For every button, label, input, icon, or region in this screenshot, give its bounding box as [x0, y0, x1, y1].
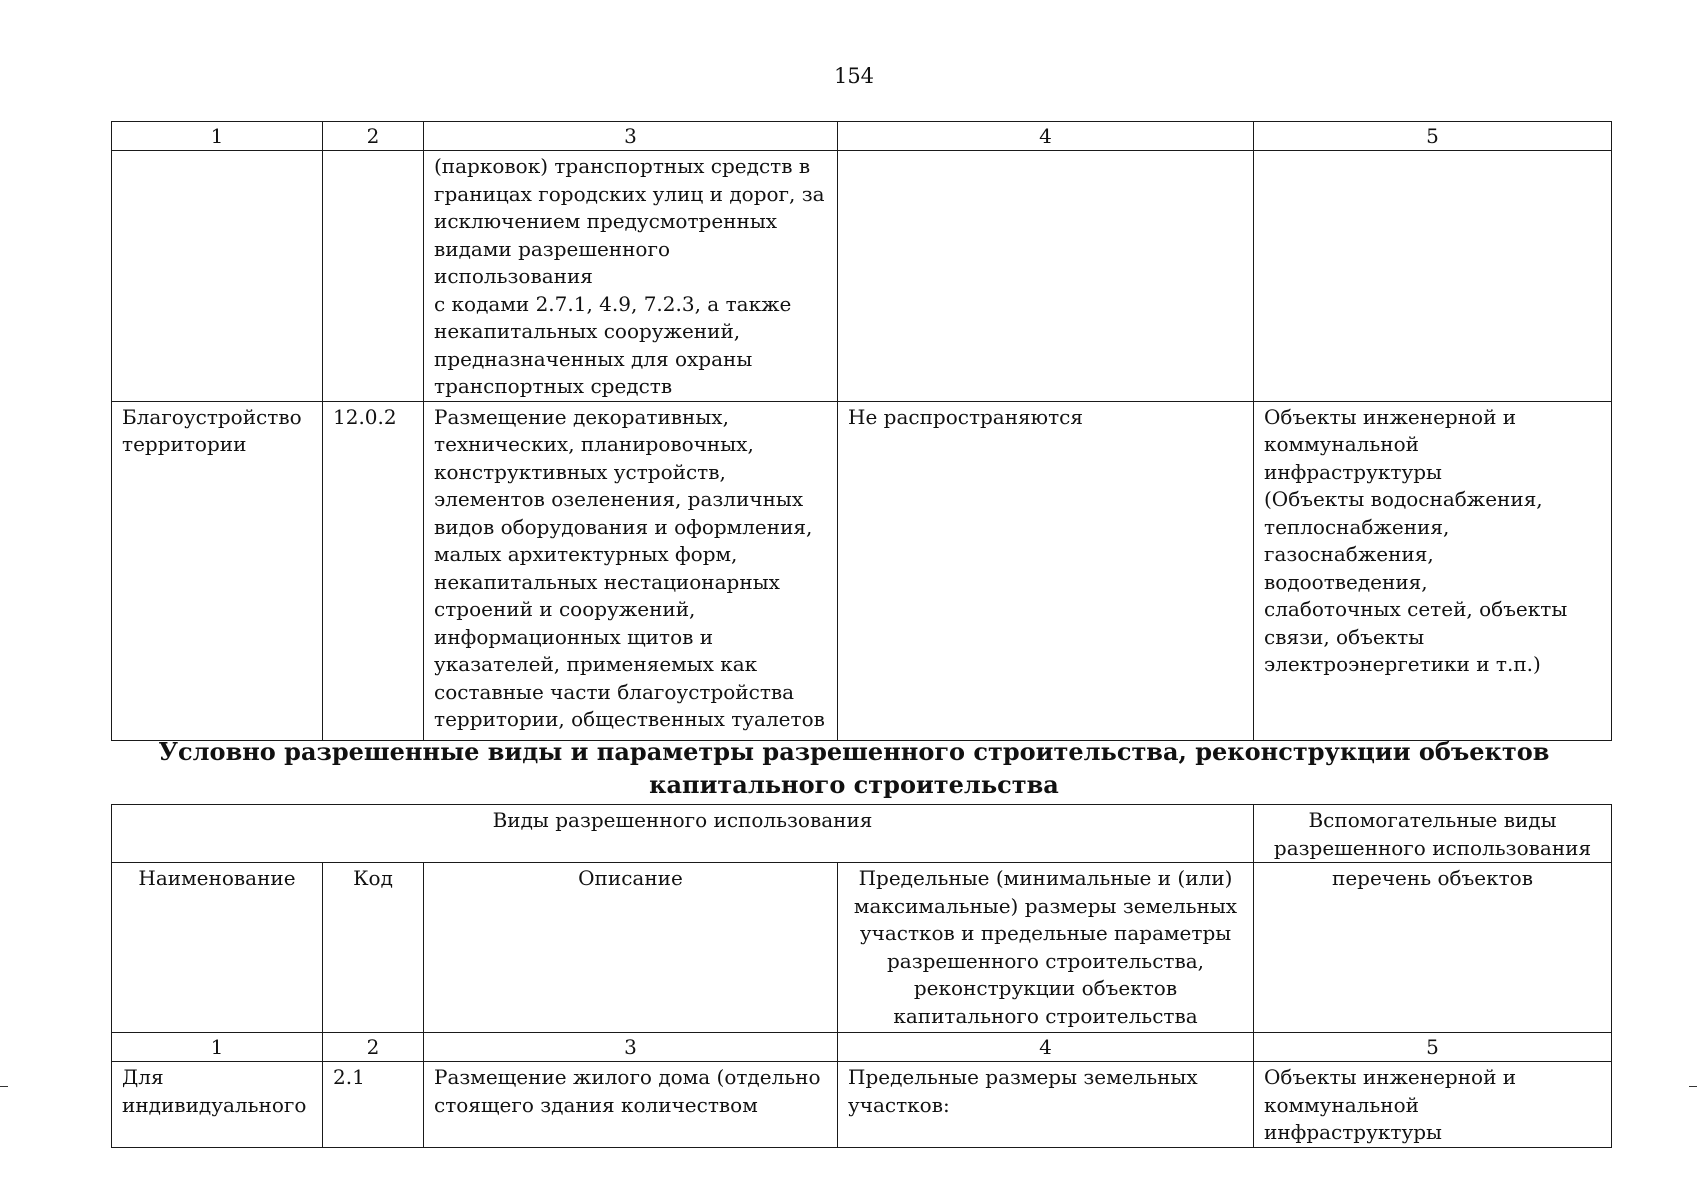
right-margin-mark: [1689, 1086, 1697, 1087]
table-row: [112, 1062, 1612, 1148]
use-parameters-cell: [838, 151, 1254, 402]
object-list-column-header: перечень объектов: [1254, 863, 1612, 1033]
use-code-cell: [323, 151, 424, 402]
column-number-4: 4: [838, 122, 1254, 151]
parameters-column-header: Предельные (минимальные и (или) максимальные) размеры земельных участков и предельные параметры разрешенного строительства, реконструкции объектов капитального строительства: [838, 863, 1254, 1033]
code-column-header: Код: [323, 863, 424, 1033]
land-use-table-continued: [111, 121, 1612, 741]
column-number-3: 3: [424, 1033, 838, 1062]
column-number-2: 2: [323, 122, 424, 151]
column-number-4: 4: [838, 1033, 1254, 1062]
auxiliary-uses-cell: Объекты инженерной и коммунальной инфраструктуры: [1254, 1062, 1612, 1148]
use-name-cell: Благоустройство территории: [112, 401, 323, 740]
column-number-5: 5: [1254, 1033, 1612, 1062]
use-description-cell: (парковок) транспортных средств в границах городских улиц и дорог, за исключением предусмотренных видами разрешенного использования с кодами 2.7.1, 4.9, 7.2.3, а также некапитальных сооружений, предназначенных для охраны транспортных средств: [424, 151, 838, 402]
section-heading-line-2: капитального строительства: [649, 770, 1059, 799]
use-name-cell: Для индивидуального: [112, 1062, 323, 1148]
use-code-cell: 12.0.2: [323, 401, 424, 740]
column-number-2: 2: [323, 1033, 424, 1062]
column-number-1: 1: [112, 122, 323, 151]
name-column-header: Наименование: [112, 863, 323, 1033]
left-margin-mark: [0, 1086, 8, 1087]
column-number-row: [112, 1033, 1612, 1062]
column-number-3: 3: [424, 122, 838, 151]
use-description-cell: Размещение декоративных, технических, планировочных, конструктивных устройств, элементов озеленения, различных видов оборудования и оформления, малых архитектурных форм, некапитальных нестационарных строений и сооружений, информационных щитов и указателей, применяемых как составные части благоустройства территории, общественных туалетов: [424, 401, 838, 740]
table-row: [112, 151, 1612, 402]
use-code-cell: 2.1: [323, 1062, 424, 1148]
group-header-row: [112, 805, 1612, 863]
column-header-row: [112, 863, 1612, 1033]
use-parameters-cell: Не распространяются: [838, 401, 1254, 740]
section-heading-line-1: Условно разрешенные виды и параметры разрешенного строительства, реконструкции объектов: [158, 737, 1550, 766]
page-number: 154: [833, 64, 875, 88]
column-number-5: 5: [1254, 122, 1612, 151]
use-parameters-cell: Предельные размеры земельных участков:: [838, 1062, 1254, 1148]
conditional-use-table: [111, 804, 1612, 1148]
use-description-cell: Размещение жилого дома (отдельно стоящего здания количеством: [424, 1062, 838, 1148]
auxiliary-uses-cell: Объекты инженерной и коммунальной инфраструктуры (Объекты водоснабжения, теплоснабжения, газоснабжения, водоотведения, слаботочных сетей, объекты связи, объекты электроэнергетики и т.п.): [1254, 401, 1612, 740]
description-column-header: Описание: [424, 863, 838, 1033]
column-number-1: 1: [112, 1033, 323, 1062]
auxiliary-uses-header: Вспомогательные виды разрешенного использования: [1254, 805, 1612, 863]
permitted-uses-header: Виды разрешенного использования: [112, 805, 1254, 863]
auxiliary-uses-cell: [1254, 151, 1612, 402]
column-number-row: [112, 122, 1612, 151]
table-row: [112, 401, 1612, 740]
section-heading: [0, 735, 1697, 801]
use-name-cell: [112, 151, 323, 402]
